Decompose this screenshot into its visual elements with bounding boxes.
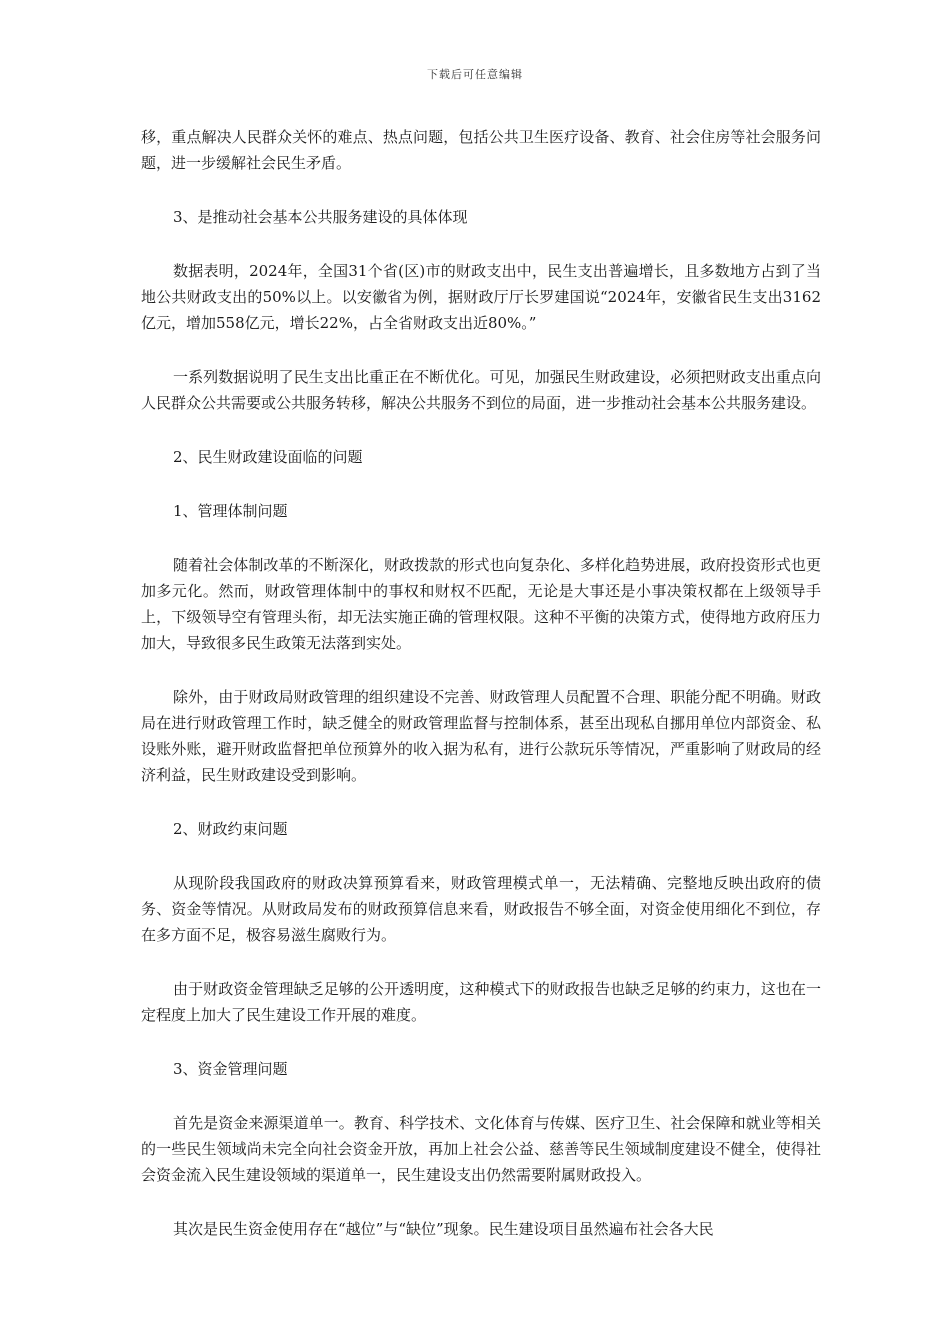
page-header: 下载后可任意编辑	[427, 68, 523, 81]
body-paragraph: 一系列数据说明了民生支出比重正在不断优化。可见，加强民生财政建设，必须把财政支出重点向人民群众公共需要或公共服务转移，解决公共服务不到位的局面，进一步推动社会基本公共服务建设。	[141, 368, 821, 412]
body-paragraph: 除外，由于财政局财政管理的组织建设不完善、财政管理人员配置不合理、职能分配不明确。财政局在进行财政管理工作时，缺乏健全的财政管理监督与控制体系，甚至出现私自挪用单位内部资金、私设账外账，避开财政监督把单位预算外的收入据为私有，进行公款玩乐等情况，严重影响了财政局的经济利益，民生财政建设受到影响。	[141, 688, 821, 784]
section-heading: 3、是推动社会基本公共服务建设的具体体现	[173, 208, 468, 226]
subsection-heading: 3、资金管理问题	[173, 1060, 288, 1078]
body-paragraph: 其次是民生资金使用存在“越位”与“缺位”现象。民生建设项目虽然遍布社会各大民	[173, 1220, 714, 1238]
subsection-heading: 2、财政约束问题	[173, 820, 288, 838]
body-paragraph: 首先是资金来源渠道单一。教育、科学技术、文化体育与传媒、医疗卫生、社会保障和就业等相关的一些民生领域尚未完全向社会资金开放，再加上社会公益、慈善等民生领域制度建设不健全，使得社会资金流入民生建设领域的渠道单一，民生建设支出仍然需要附属财政投入。	[141, 1114, 821, 1184]
body-paragraph: 随着社会体制改革的不断深化，财政拨款的形式也向复杂化、多样化趋势进展，政府投资形式也更加多元化。然而，财政管理体制中的事权和财权不匹配，无论是大事还是小事决策权都在上级领导手上，下级领导空有管理头衔，却无法实施正确的管理权限。这种不平衡的决策方式，使得地方政府压力加大，导致很多民生政策无法落到实处。	[141, 556, 821, 652]
subsection-heading: 1、管理体制问题	[173, 502, 288, 520]
body-paragraph: 从现阶段我国政府的财政决算预算看来，财政管理模式单一，无法精确、完整地反映出政府的债务、资金等情况。从财政局发布的财政预算信息来看，财政报告不够全面，对资金使用细化不到位，存在多方面不足，极容易滋生腐败行为。	[141, 874, 821, 944]
paragraph-continued: 移，重点解决人民群众关怀的难点、热点问题，包括公共卫生医疗设备、教育、社会住房等社会服务问题，进一步缓解社会民生矛盾。	[141, 128, 821, 172]
body-paragraph: 由于财政资金管理缺乏足够的公开透明度，这种模式下的财政报告也缺乏足够的约束力，这也在一定程度上加大了民生建设工作开展的难度。	[141, 980, 821, 1024]
body-paragraph: 数据表明，2024年，全国31个省(区)市的财政支出中，民生支出普遍增长，且多数地方占到了当地公共财政支出的50%以上。以安徽省为例，据财政厅厅长罗建国说“2024年，安徽省民生支出3162亿元，增加558亿元，增长22%，占全省财政支出近80%。”	[141, 262, 821, 332]
section-heading: 2、民生财政建设面临的问题	[173, 448, 363, 466]
document-body	[141, 124, 821, 1270]
